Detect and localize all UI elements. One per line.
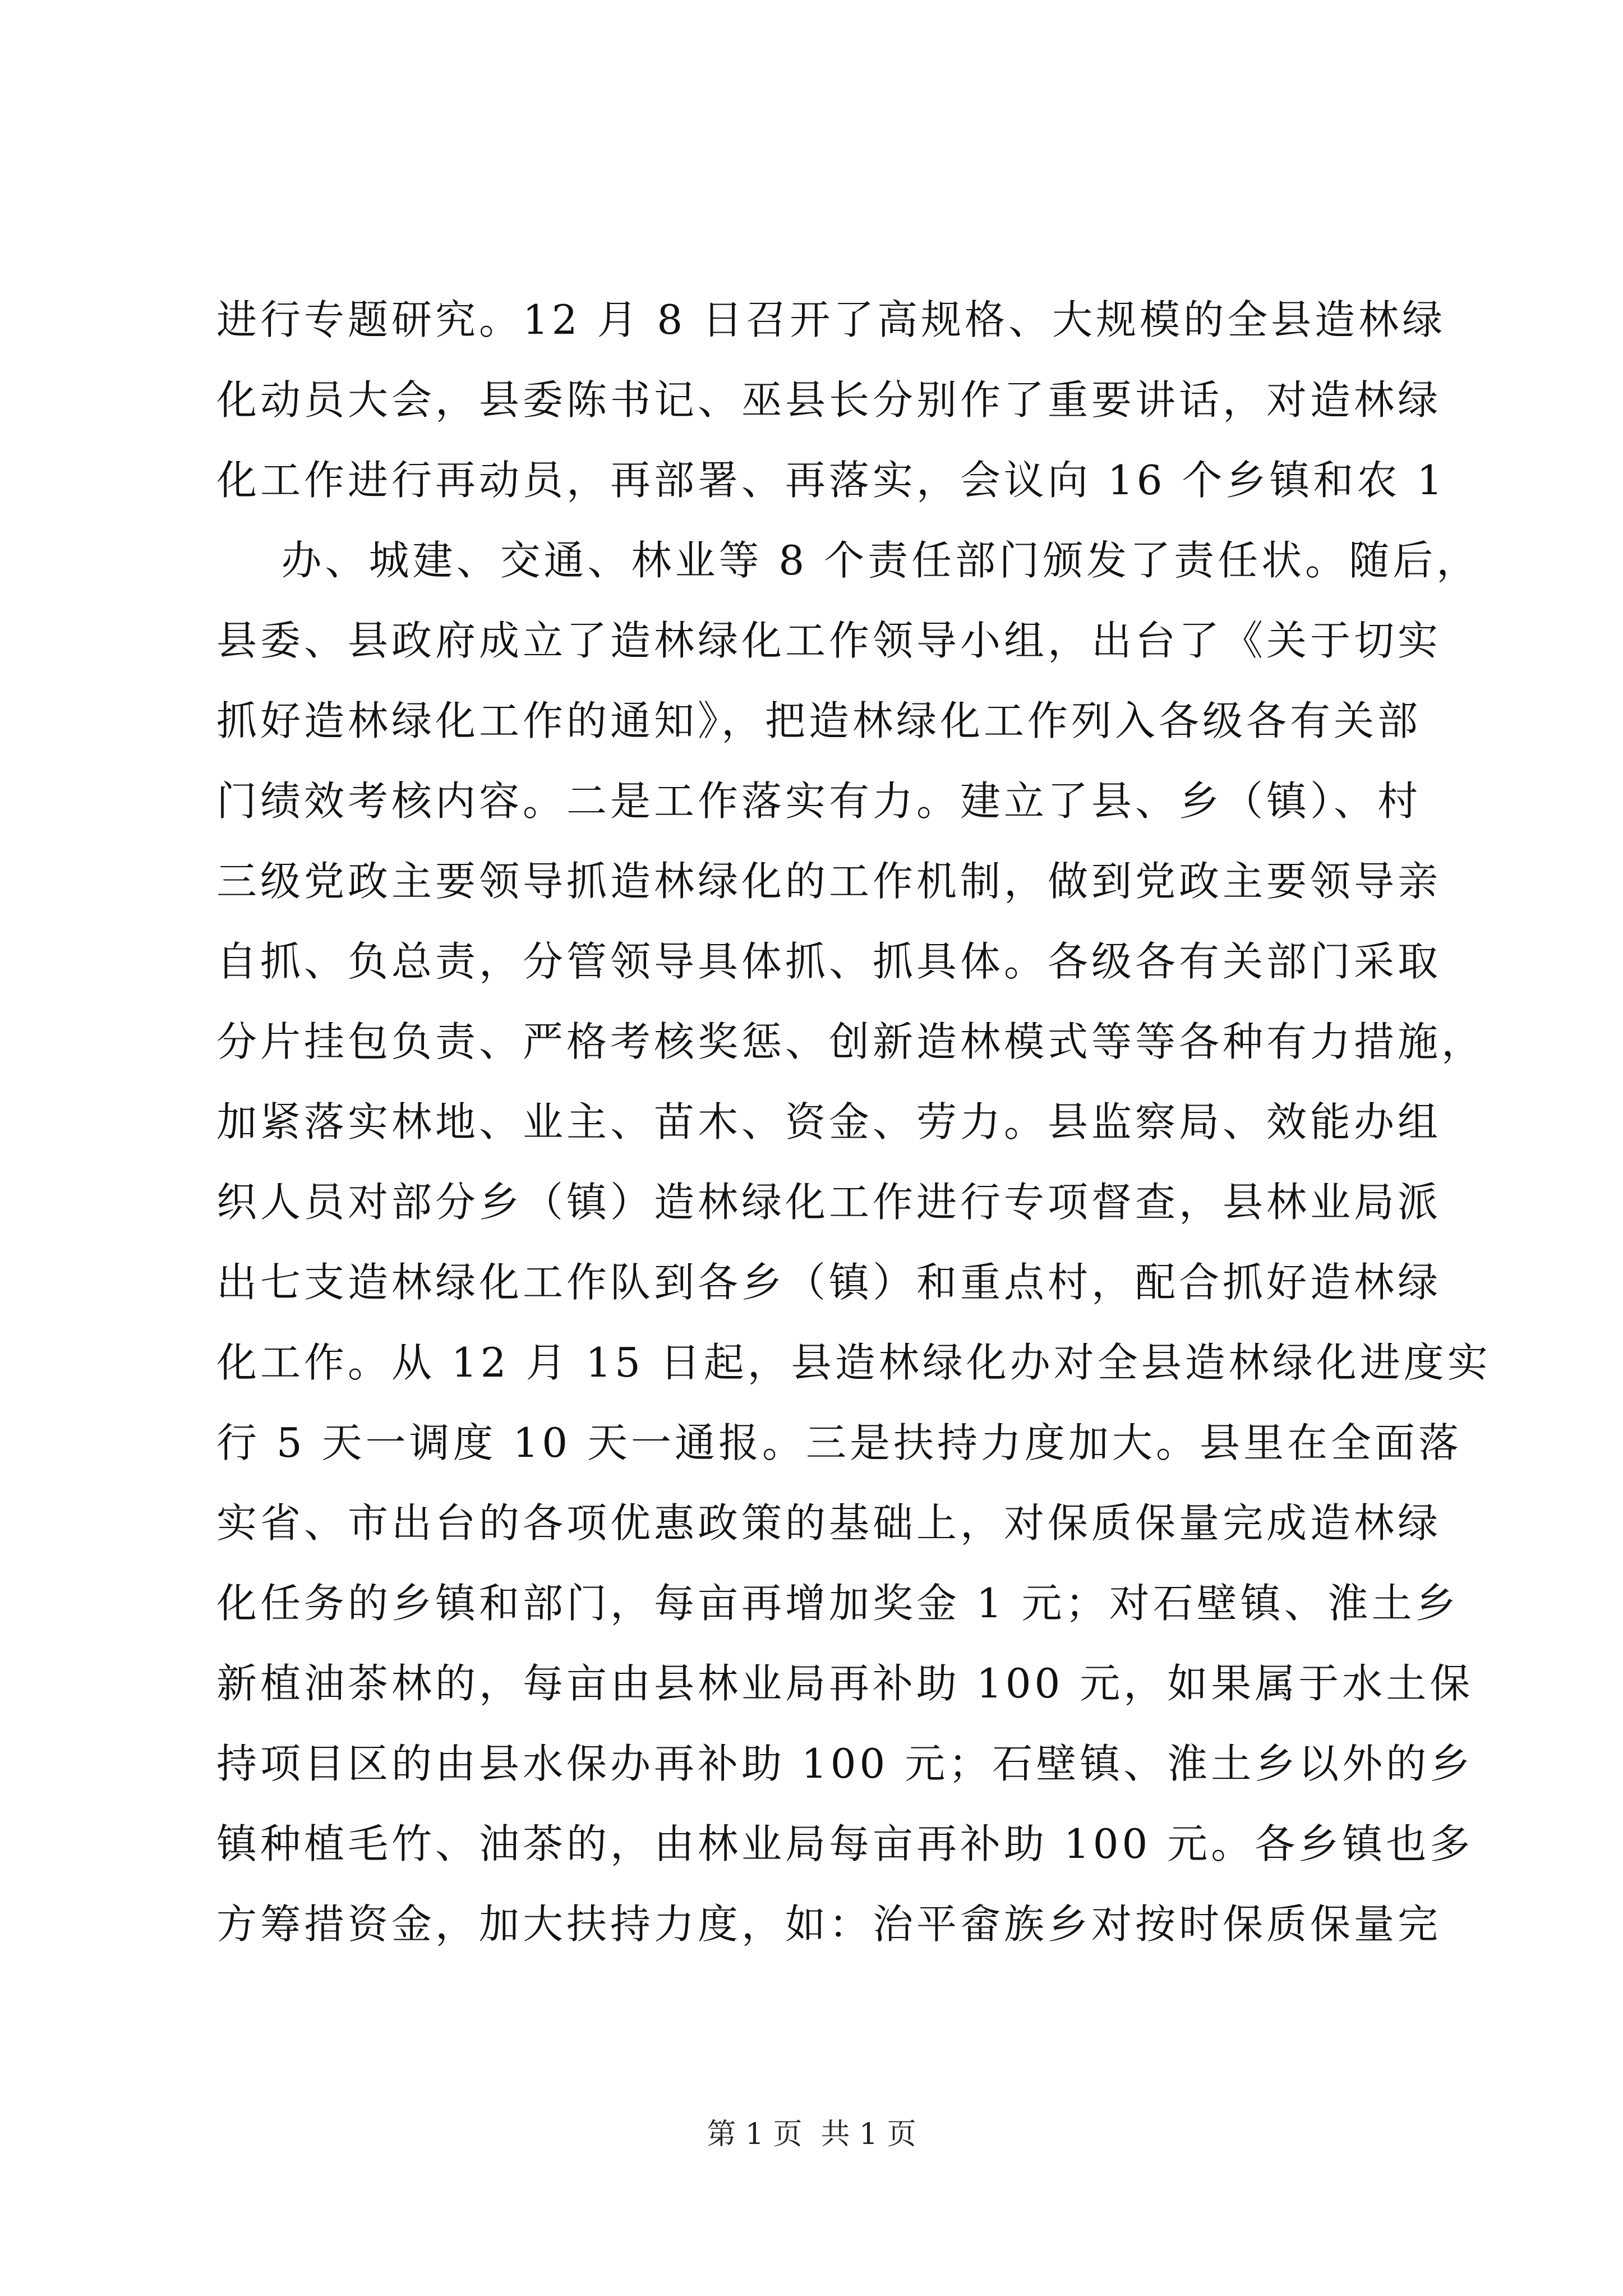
text-line: 化任务的乡镇和部门，每亩再增加奖金 1 元；对石壁镇、淮土乡 bbox=[216, 1580, 1459, 1627]
text-line: 化工作。从 12 月 15 日起，县造林绿化办对全县造林绿化进度实 bbox=[216, 1339, 1491, 1386]
text-line: 化工作进行再动员，再部署、再落实，会议向 16 个乡镇和农 1 bbox=[216, 457, 1446, 504]
page-number-footer: 第 1 页 共 1 页 bbox=[707, 2118, 916, 2151]
text-line: 门绩效考核内容。二是工作落实有力。建立了县、乡（镇）、村 bbox=[216, 777, 1422, 825]
text-line: 自抓、负总责，分管领导具体抓、抓具体。各级各有关部门采取 bbox=[216, 938, 1442, 985]
text-line: 分片挂包负责、严格考核奖惩、创新造林模式等等各种有力措施， bbox=[216, 1018, 1486, 1065]
text-line: 化动员大会，县委陈书记、巫县长分别作了重要讲话，对造林绿 bbox=[216, 376, 1442, 424]
text-line: 加紧落实林地、业主、苗木、资金、劳力。县监察局、效能办组 bbox=[216, 1098, 1442, 1145]
text-line: 三级党政主要领导抓造林绿化的工作机制，做到党政主要领导亲 bbox=[216, 858, 1442, 905]
text-line: 持项目区的由县水保办再补助 100 元；石壁镇、淮土乡以外的乡 bbox=[216, 1740, 1474, 1787]
text-line: 实省、市出台的各项优惠政策的基础上，对保质保量完成造林绿 bbox=[216, 1499, 1442, 1547]
text-line: 县委、县政府成立了造林绿化工作领导小组，出台了《关于切实 bbox=[216, 617, 1442, 664]
text-line: 方筹措资金，加大扶持力度，如：治平畲族乡对按时保质保量完 bbox=[216, 1901, 1442, 1948]
text-line: 进行专题研究。12 月 8 日召开了高规格、大规模的全县造林绿 bbox=[216, 296, 1446, 343]
text-line: 办、城建、交通、林业等 8 个责任部门颁发了责任状。随后， bbox=[216, 537, 1481, 584]
text-line: 抓好造林绿化工作的通知》，把造林绿化工作列入各级各有关部 bbox=[216, 697, 1422, 744]
text-line: 织人员对部分乡（镇）造林绿化工作进行专项督查，县林业局派 bbox=[216, 1179, 1442, 1226]
text-line: 镇种植毛竹、油茶的，由林业局每亩再补助 100 元。各乡镇也多 bbox=[216, 1820, 1474, 1867]
text-line: 新植油茶林的，每亩由县林业局再补助 100 元，如果属于水土保 bbox=[216, 1660, 1474, 1707]
text-line: 行 5 天一调度 10 天一通报。三是扶持力度加大。县里在全面落 bbox=[216, 1419, 1462, 1466]
text-line: 出七支造林绿化工作队到各乡（镇）和重点村，配合抓好造林绿 bbox=[216, 1259, 1442, 1306]
